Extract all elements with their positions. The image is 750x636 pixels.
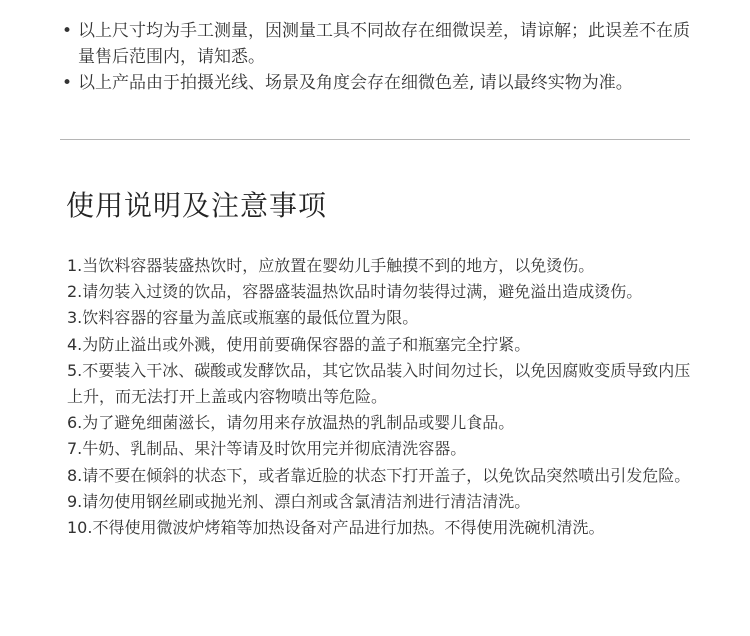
instruction-item: 7.牛奶、乳制品、果汁等请及时饮用完并彻底清洗容器。 xyxy=(67,439,467,459)
instructions-list xyxy=(67,253,697,541)
note-item xyxy=(60,18,700,70)
note-text: 以上尺寸均为手工测量，因测量工具不同故存在细微误差，请谅解；此误差不在质量售后范围内，请知悉。 xyxy=(78,21,690,67)
instruction-item: 6.为了避免细菌滋长，请勿用来存放温热的乳制品或婴儿食品。 xyxy=(67,413,515,433)
bullet-icon: • xyxy=(62,21,73,41)
notes-list xyxy=(60,18,700,96)
instruction-item: 10.不得使用微波炉烤箱等加热设备对产品进行加热。不得使用洗碗机清洗。 xyxy=(67,518,605,538)
section-title: 使用说明及注意事项 xyxy=(66,189,328,222)
instruction-item: 1.当饮料容器装盛热饮时，应放置在婴幼儿手触摸不到的地方，以免烫伤。 xyxy=(67,256,595,275)
note-text: 以上产品由于拍摄光线、场景及角度会存在细微色差, 请以最终实物为准。 xyxy=(78,73,633,93)
instruction-item: 8.请不要在倾斜的状态下，或者靠近脸的状态下打开盖子，以免饮品突然喷出引发危险。 xyxy=(67,465,691,485)
instruction-item: 5.不要装入干冰、碳酸或发酵饮品，其它饮品装入时间勿过长，以免因腐败变质导致内压上升，而无法打开上盖或内容物喷出等危险。 xyxy=(67,360,691,407)
instruction-item: 3.饮料容器的容量为盖底或瓶塞的最低位置为限。 xyxy=(67,308,419,328)
bullet-icon: • xyxy=(62,73,73,93)
note-item xyxy=(60,70,700,96)
section-divider xyxy=(60,139,690,140)
instruction-item: 4.为防止溢出或外溅，使用前要确保容器的盖子和瓶塞完全拧紧。 xyxy=(67,334,531,354)
instruction-item: 9.请勿使用钢丝刷或抛光剂、漂白剂或含氯清洁剂进行清洁清洗。 xyxy=(67,491,531,511)
instruction-item: 2.请勿装入过烫的饮品，容器盛装温热饮品时请勿装得过满，避免溢出造成烫伤。 xyxy=(67,282,643,302)
